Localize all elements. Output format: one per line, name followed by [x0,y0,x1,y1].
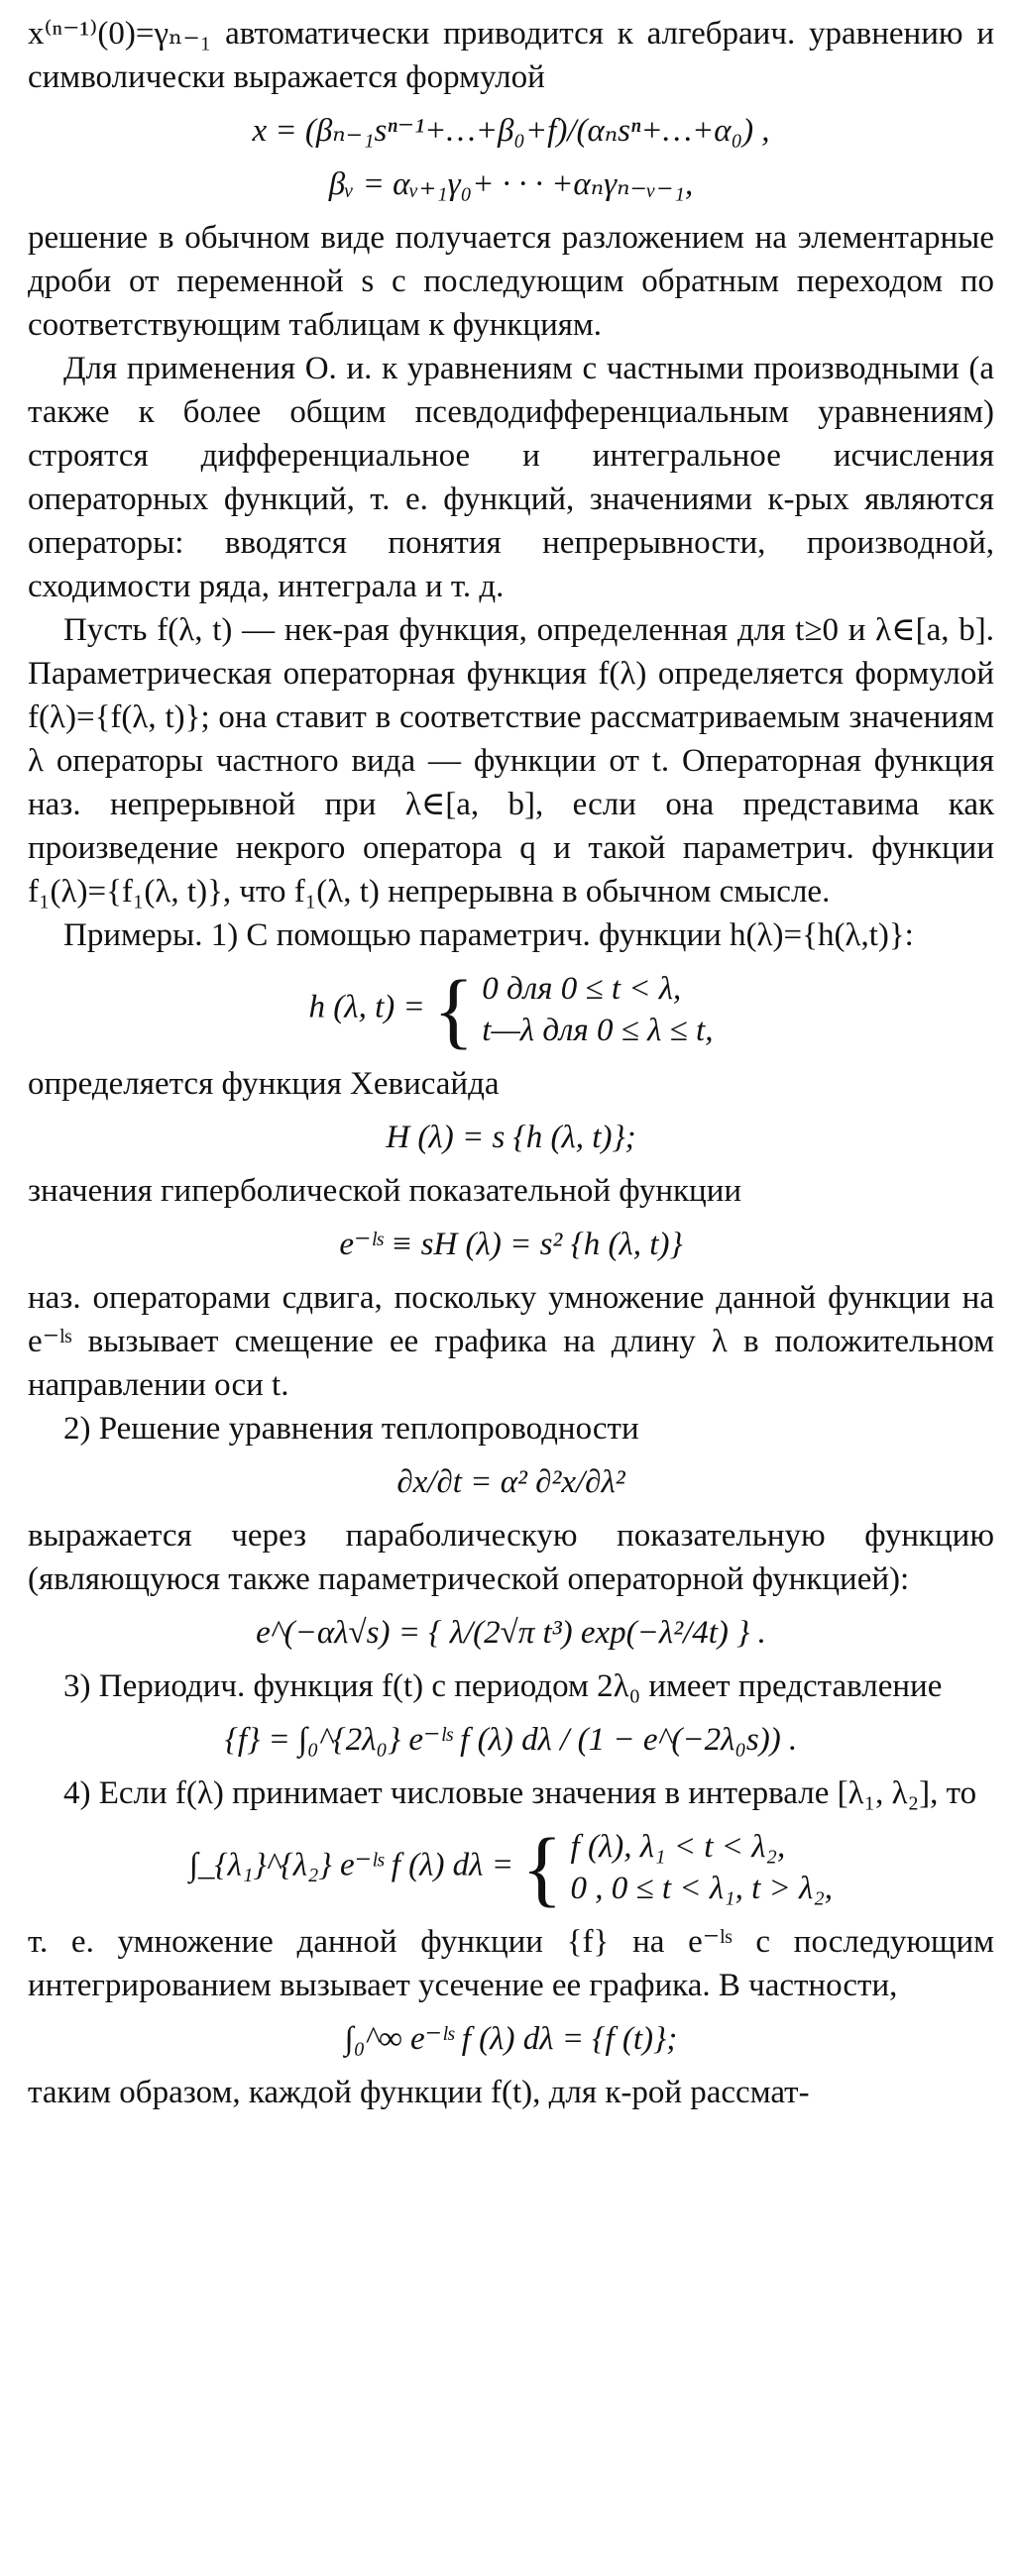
case-line-1: 0 для 0 ≤ t < λ, [482,971,682,1007]
formula-h-lhs: h (λ, t) = [308,989,425,1025]
paragraph-parabolic: выражается через параболическую показательную функцию (являющуюся также параметрической операторной функцией): [28,1518,994,1597]
formula-heaviside: H (λ) = s {h (λ, t)}; [386,1120,636,1155]
paragraph-heat: 2) Решение уравнения теплопроводности [63,1411,639,1447]
paragraph-3: Для применения О. и. к уравнениям с частными производными (а также к более общим псевдодифференциальным уравнениям) строятся дифференциальное и интегральное исчисления операторных функций, т. е. функций, значениями к-рых являются операторы: вводятся понятия непрерывности, производной, сходимости ряда, интеграла и т. д. [28,351,994,604]
formula-truncation [28,1820,994,1915]
left-brace-icon: { [433,962,475,1057]
cases-block [433,962,714,1057]
case-line-1: f (λ), λ₁ < t < λ₂, [570,1829,786,1865]
case-line-2: t—λ для 0 ≤ λ ≤ t, [482,1013,714,1048]
case-line-2: 0 , 0 ≤ t < λ₁, t > λ₂, [570,1871,834,1906]
left-brace-icon: { [521,1820,563,1915]
paragraph-heaviside: определяется функция Хевисайда [28,1066,500,1102]
cases-block-2 [521,1820,834,1915]
case-lines-2 [571,1826,834,1909]
paragraph-last: таким образом, каждой функции f(t), для к-рой рассмат- [28,2075,810,2110]
paragraph-interval: 4) Если f(λ) принимает числовые значения в интервале [λ₁, λ₂], то [63,1775,977,1811]
paragraph-shift: наз. операторами сдвига, поскольку умножение данной функции на e⁻ˡˢ вызывает смещение ее графика на длину λ в положительном направлении оси t. [28,1280,994,1403]
paragraph-hyperbolic: значения гиперболической показательной функции [28,1173,742,1209]
formula-shift: e⁻ˡˢ ≡ sH (λ) = s² {h (λ, t)} [339,1227,683,1262]
formula-beta: βᵥ = αᵥ₊₁γ₀+ · · · +αₙγₙ₋ᵥ₋₁, [328,166,694,202]
formula-heat-equation: ∂x/∂t = α² ∂²x/∂λ² [396,1464,625,1500]
paragraph-periodic: 3) Периодич. функция f(t) с периодом 2λ₀ имеет представление [63,1668,943,1704]
formula-periodic: {f} = ∫₀^{2λ₀} e⁻ˡˢ f (λ) dλ / (1 − e^(−2λ₀s)) . [224,1722,798,1758]
formula-parabolic: e^(−αλ√s) = { λ/(2√π t³) exp(−λ²/4t) } . [256,1615,766,1651]
case-lines [482,968,713,1051]
formula-h-cases [28,962,994,1057]
formula-integral: ∫₀^∞ e⁻ˡˢ f (λ) dλ = {f (t)}; [344,2021,678,2057]
formula-x: x = (βₙ₋₁sⁿ⁻¹+…+β₀+f)/(αₙsⁿ+…+α₀) , [252,113,770,149]
paragraph-examples: Примеры. 1) С помощью параметрич. функции h(λ)={h(λ,t)}: [63,917,914,953]
formula-truncation-lhs: ∫_{λ₁}^{λ₂} e⁻ˡˢ f (λ) dλ = [188,1847,513,1883]
paragraph-4: Пусть f(λ, t) — нек-рая функция, определенная для t≥0 и λ∈[a, b]. Параметрическая операторная функция f(λ) определяется формулой f(λ)={f(λ, t)}; она ставит в соответствие рассматриваемым значениям λ операторы частного вида — функции от t. Операторная функция наз. непрерывной при λ∈[a, b], если она представима как произведение некрого оператора q и такой параметрич. функции f₁(λ)={f₁(λ, t)}, что f₁(λ, t) непрерывна в обычном смысле. [28,612,994,910]
paragraph-1: x⁽ⁿ⁻¹⁾(0)=γₙ₋₁ автоматически приводится к алгебраич. уравнению и символически выражается формулой [28,16,994,95]
paragraph-truncation: т. е. умножение данной функции {f} на e⁻ˡˢ с последующим интегрированием вызывает усечение ее графика. В частности, [28,1924,994,2003]
paragraph-2: решение в обычном виде получается разложением на элементарные дроби от переменной s с последующим обратным переходом по соответствующим таблицам к функциям. [28,220,994,343]
